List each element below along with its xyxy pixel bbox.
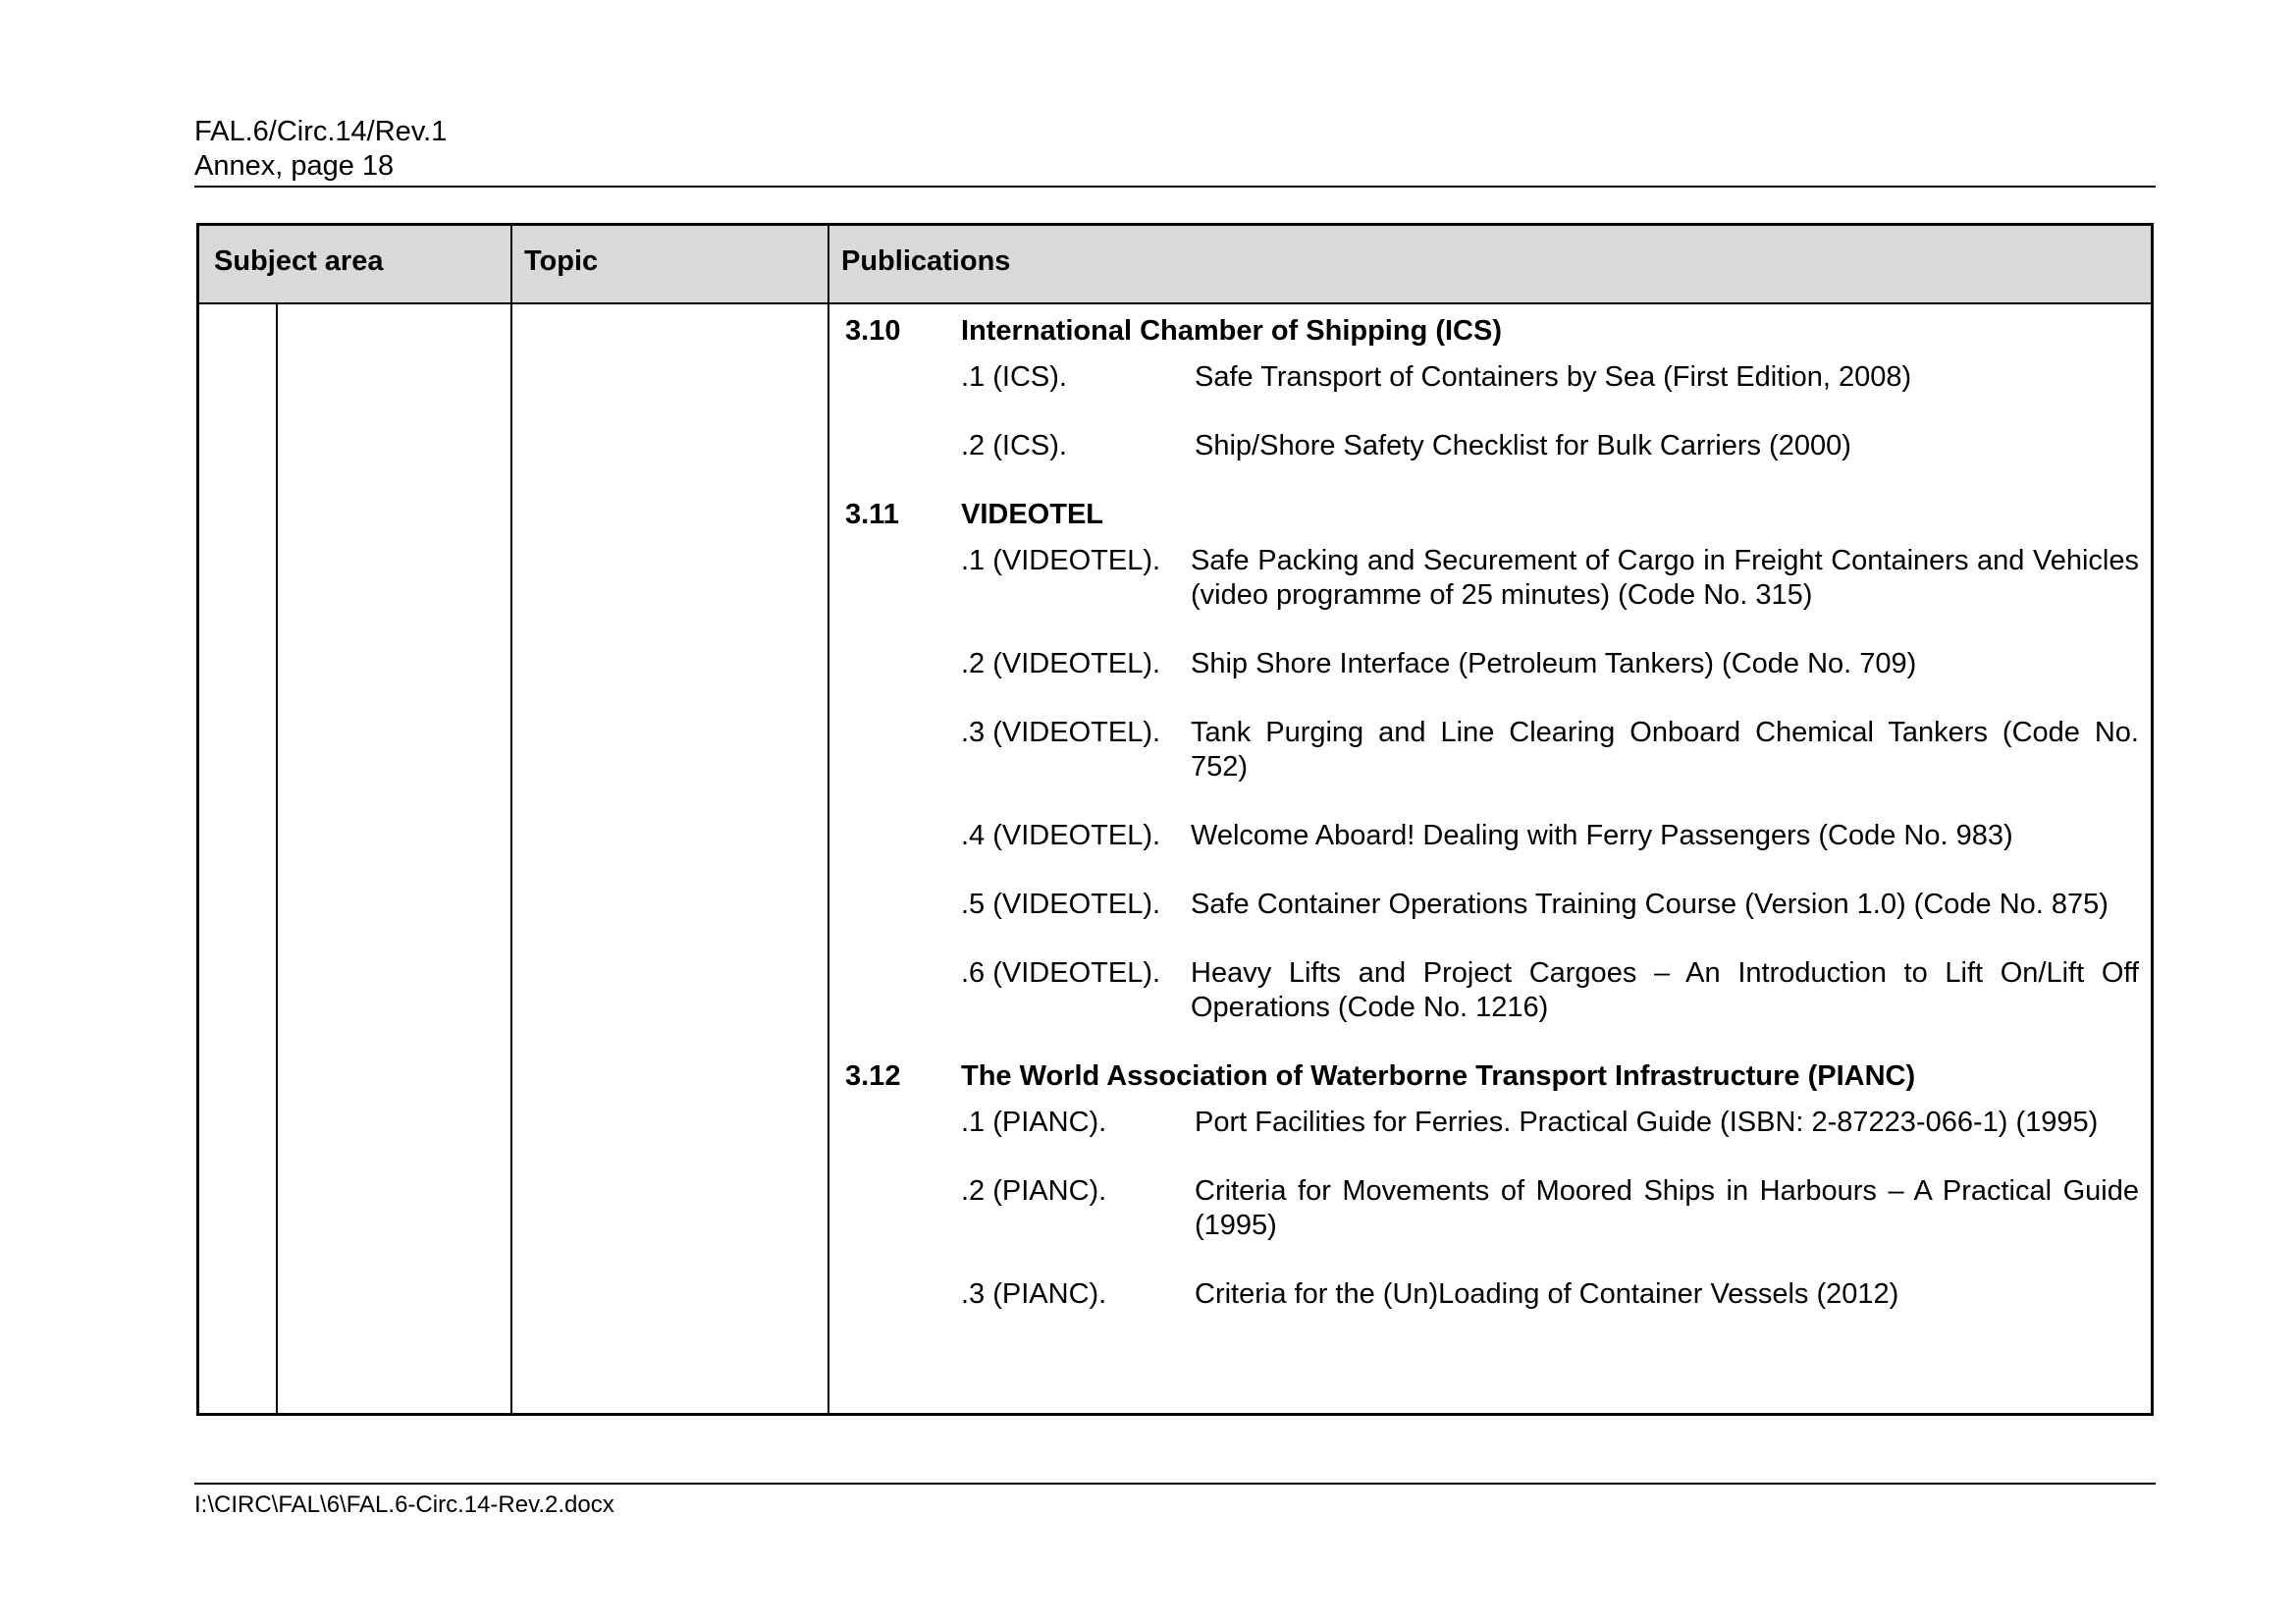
publications-table (196, 223, 2154, 1416)
page-header (194, 115, 447, 184)
publication-entry (845, 1277, 2139, 1312)
publication-ref: .2 (VIDEOTEL). (961, 648, 1161, 679)
publication-entry (845, 716, 2139, 785)
publication-ref: .2 (PIANC). (961, 1175, 1107, 1207)
column-header-topic: Topic (524, 245, 599, 277)
section-heading (845, 314, 2139, 360)
publications-cell (845, 304, 2139, 1346)
section-title: International Chamber of Shipping (ICS) (961, 315, 1502, 347)
column-header-publications: Publications (841, 245, 1011, 277)
publication-title: Port Facilities for Ferries. Practical Guide (ISBN: 2-87223-066-1) (1995) (1195, 1107, 2099, 1138)
section-number: 3.12 (845, 1060, 901, 1092)
publication-title: Safe Packing and Securement of Cargo in Freight Containers and Vehicles (video programme of 25 minutes) (Code No. 315) (1191, 545, 2139, 611)
publication-ref: .1 (PIANC). (961, 1107, 1107, 1138)
publication-entry (845, 1174, 2139, 1243)
document-reference: FAL.6/Circ.14/Rev.1 (194, 116, 448, 147)
publication-ref: .3 (VIDEOTEL). (961, 717, 1161, 748)
footer-rule (194, 1483, 2156, 1485)
publication-ref: .1 (ICS). (961, 361, 1067, 393)
publication-entry (845, 544, 2139, 613)
publication-title: Welcome Aboard! Dealing with Ferry Passengers (Code No. 983) (1191, 820, 2013, 851)
section-heading (845, 1059, 2139, 1106)
column-header-subject-area: Subject area (214, 245, 384, 277)
publication-ref: .5 (VIDEOTEL). (961, 889, 1161, 920)
publication-entry (845, 888, 2139, 922)
publication-title: Ship Shore Interface (Petroleum Tankers) (Code No. 709) (1191, 648, 1917, 679)
section-number: 3.10 (845, 315, 901, 347)
publication-title: Criteria for the (Un)Loading of Container Vessels (2012) (1195, 1278, 1899, 1310)
column-divider (828, 226, 829, 1413)
publication-ref: .4 (VIDEOTEL). (961, 820, 1161, 851)
header-rule (194, 186, 2156, 188)
publication-title: Criteria for Movements of Moored Ships in Harbours – A Practical Guide (1995) (1195, 1175, 2139, 1241)
publication-entry (845, 647, 2139, 681)
publication-title: Heavy Lifts and Project Cargoes – An Introduction to Lift On/Lift Off Operations (Code No. 1216) (1191, 957, 2139, 1023)
table-header-row (199, 226, 2151, 304)
section-heading (845, 498, 2139, 544)
publication-ref: .1 (VIDEOTEL). (961, 545, 1161, 576)
publication-ref: .3 (PIANC). (961, 1278, 1107, 1310)
publication-title: Safe Transport of Containers by Sea (First Edition, 2008) (1195, 361, 1912, 393)
publication-ref: .6 (VIDEOTEL). (961, 957, 1161, 989)
publication-entry (845, 819, 2139, 853)
page-label: Annex, page 18 (194, 150, 395, 182)
section-number: 3.11 (845, 499, 899, 530)
subject-area-subdivider (276, 304, 278, 1413)
publication-entry (845, 429, 2139, 463)
publication-title: Ship/Shore Safety Checklist for Bulk Carriers (2000) (1195, 430, 1851, 461)
publication-entry (845, 956, 2139, 1025)
publication-entry (845, 360, 2139, 395)
publication-title: Tank Purging and Line Clearing Onboard Chemical Tankers (Code No. 752) (1191, 717, 2139, 783)
column-divider (510, 226, 512, 1413)
publication-ref: .2 (ICS). (961, 430, 1067, 461)
section-title: VIDEOTEL (961, 499, 1104, 530)
file-path: I:\CIRC\FAL\6\FAL.6-Circ.14-Rev.2.docx (194, 1491, 614, 1518)
publication-entry (845, 1106, 2139, 1140)
section-title: The World Association of Waterborne Transport Infrastructure (PIANC) (961, 1060, 1916, 1092)
publication-title: Safe Container Operations Training Course (Version 1.0) (Code No. 875) (1191, 889, 2109, 920)
